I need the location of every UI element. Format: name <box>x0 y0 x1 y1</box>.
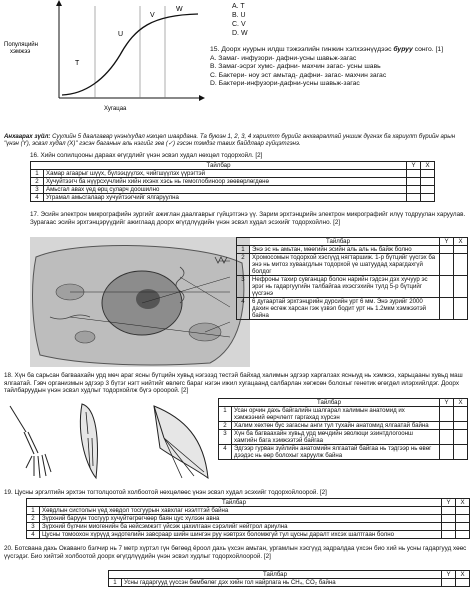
answer-no-cell[interactable] <box>421 194 435 202</box>
answer-no-cell[interactable] <box>454 276 468 298</box>
table-row: 1 Хөвдлын систолын үед хөвдол тосгуурын хавхлаг нээлттэй байна <box>27 507 470 515</box>
q18-header-yes: Y <box>440 399 454 407</box>
q15-stem: 15. Доорх нуурын илдш тэжээлийн гинжин хэлхээнүүдээс буруу сонго. [1] <box>210 46 444 53</box>
table-row: 1 Энэ эс нь амьтан, мөөгийн эсийн аль аль нь байж болно <box>237 246 468 254</box>
answer-no-cell[interactable] <box>456 523 470 531</box>
q19-header-row <box>27 499 470 507</box>
q14-option-b[interactable]: B. U <box>232 12 246 19</box>
table-row: 3 Нефроны тахир сувганцар болон нарийн гэдсэн дэх хучуур эс эрэг нь гадаргуугийн талбайгаа ихэсгэхийн тулд 5-р бүтцийг үүсгэнэ <box>237 276 468 298</box>
q14-option-d[interactable]: D. W <box>232 30 248 37</box>
q15-stem-emphasis: буруу <box>393 46 413 53</box>
q19-prompt: 19. Цусны эргэлтийн эрхтэн тогтолцоотой холбоотой нөхцөлөөс үнэн эсвэл худал эсэхийг тодорхойлоорой. [2] <box>4 489 327 496</box>
table-row: 2 Халим хөхтөн бус загасны анги тул тухайн анатомид ялгаатай байна <box>219 422 468 430</box>
q17-prompt: 17. Эсийн электрон микрографийн зургийг ажиглан даалгаврыг гүйцэтгэнэ үү. Зарим эрхтэнцрийн электрон микрографийг илүү тодруулан харуулав. Зурагаас эсийн эрхтэнцэрүүдийг ажиглаад доорх өгүгдлүүдийн үнэн эсвэл худал эсэхийг тодорхойлно. [2] <box>30 211 466 226</box>
q17-header-row <box>237 238 468 246</box>
q19-table <box>26 498 470 539</box>
q18-prompt: 18. Хүн ба сарьсан багваахайн урд мөч араг ясны бүтцийн хувьд нэгэзэд тестэй байхад халимын эдгээр харгалзах ясныуд нь хэмжээ, харьцааны хувьд маш ялгаатай. Гэвч организмын эдгээр 3 бүтэг нэгт нийтийг өвлөгс бараг нэгэн ижил хугацаанд салбарлан хөгжсөн болохыг генетик өгөгдөл илэрхийлдэг. Доорх тайлбаруудын үнэн эсвэл худлыг тодорхойлж бүгэ ороорой. [2] <box>4 372 463 395</box>
q20-header-row <box>109 571 470 579</box>
q17-header-yes: Y <box>440 238 454 246</box>
q15-option-d[interactable]: D. Бактери-инфузори-дафни-усны шавьж-загас <box>210 80 360 88</box>
answer-no-cell[interactable] <box>421 186 435 194</box>
answer-yes-cell[interactable] <box>442 531 456 539</box>
q16-header-row <box>31 162 435 170</box>
table-row: 2 Зүрхний баруун тосгуур хучуйтөгрөгчөөр баян цус хүлээн авна <box>27 515 470 523</box>
answer-no-cell[interactable] <box>456 579 470 587</box>
answer-no-cell[interactable] <box>456 531 470 539</box>
table-row: 1 Хамар агаарыг шүүх, бүлээцүүлэх, чийгшүүлэх үүрэгтэй <box>31 170 435 178</box>
stage-label-u: U <box>118 31 124 38</box>
y-label-1: Популяцийн <box>4 42 38 48</box>
q14-option-a[interactable]: A. T <box>232 3 245 10</box>
answer-no-cell[interactable] <box>454 422 468 430</box>
table-row: 2 Хучуйтээгч ба нүүрсхүчлийн хийн ихэнх хэсь нь гемоглобиноор зөөвөрлөгдөнө <box>31 178 435 186</box>
q19-header-label: Тайлбар <box>27 499 442 507</box>
bat-wing-skeleton <box>154 406 208 478</box>
q15-option-a[interactable]: A. Замаг- инфузори- дафни-усны шавьж-загас <box>210 54 357 62</box>
answer-yes-cell[interactable] <box>440 407 454 422</box>
answer-yes-cell[interactable] <box>407 170 421 178</box>
table-row: 3 Хүн ба багваахайн хувьд урд мөчдийн эволюци эзинтдлогоонш хамгийн бага хэмжээтэй байгаа <box>219 430 468 445</box>
q20-table <box>108 570 470 587</box>
stage-label-t: T <box>75 60 80 67</box>
answer-yes-cell[interactable] <box>440 254 454 276</box>
answer-yes-cell[interactable] <box>442 507 456 515</box>
y-axis-arrow <box>56 0 62 6</box>
q16-header-yes: Y <box>407 162 421 170</box>
q14-option-c[interactable]: C. V <box>232 21 246 28</box>
q16-header-no: X <box>421 162 435 170</box>
q17-header-no: X <box>454 238 468 246</box>
q18-header-row <box>219 399 468 407</box>
answer-no-cell[interactable] <box>454 430 468 445</box>
mitochondrion <box>75 331 95 343</box>
instructions-lead: Анхаарах зүйл: <box>4 133 51 140</box>
q19-header-yes: Y <box>442 499 456 507</box>
table-row: 4 Эдгээр гурван зүйлийн анатомийн ялгаатай байгаа нь тэдгээр нь өвөг дээдэс нь өөр болохыг харуулж байна <box>219 445 468 460</box>
answer-yes-cell[interactable] <box>440 246 454 254</box>
q18-header-no: X <box>454 399 468 407</box>
q20-header-label: Тайлбар <box>109 571 442 579</box>
answer-yes-cell[interactable] <box>442 515 456 523</box>
q19-header-no: X <box>456 499 470 507</box>
table-row: 3 Зүрхний бүлчин миогенийн ба нейсэмжэгт үйсэж цахилгаан сэрэлийг нейтрол ариулна <box>27 523 470 531</box>
q14-options <box>232 2 248 38</box>
q15-option-c[interactable]: C. Бактери- ноу эст амьтад- дафни- загас- махчин загас <box>210 71 387 79</box>
answer-yes-cell[interactable] <box>440 422 454 430</box>
answer-yes-cell[interactable] <box>440 276 454 298</box>
forelimb-skeletons <box>4 398 212 484</box>
answer-no-cell[interactable] <box>454 254 468 276</box>
cell-micrograph <box>30 237 250 367</box>
table-row: 4 6 дугаартай эрхтэнцрийн дурсийн урт 6 мм. Энэ зурийг 2000 дахин өсгөж харсан гэж үзвэл бодит урт нь 1.2мкм хэмжээтэй байна <box>237 298 468 320</box>
q16-prompt: 16. Хийн солилцооны дараах өгүгдлийг үнэн эсвэл худал нөхцөл тодорхойл. [2] <box>30 152 263 159</box>
q17-table <box>236 237 468 320</box>
answer-no-cell[interactable] <box>454 407 468 422</box>
answer-yes-cell[interactable] <box>407 178 421 186</box>
answer-no-cell[interactable] <box>454 298 468 320</box>
population-growth-graph <box>0 0 215 120</box>
table-row: 1 Усан орчин дахь байгалийн шалгарал халимын анатомид их хэмжээний өөрчлөлт гаргахад хүрсэн <box>219 407 468 422</box>
answer-yes-cell[interactable] <box>440 445 454 460</box>
human-arm-skeleton <box>10 406 51 478</box>
answer-no-cell[interactable] <box>456 515 470 523</box>
q20-prompt: 20. Ботсвана дахь Окаванго бэлчир нь 7 метр хүртэл гүн бөгөөд ёроол дахь үхсэн амьтан, ургамлын хэсгүүд задралдаа үхсэн био хий нь усны гадаргууд хөөс үүсгэдэг. Био хийтэй холбоотой доорх өгүгдлүүдийн үнэн эсвэл худлыг тодорхойлоорой. [2] <box>4 545 467 560</box>
answer-yes-cell[interactable] <box>442 523 456 531</box>
x-axis-arrow <box>199 95 205 101</box>
table-row: 4 Цусны томоохон хүрүүд эндотелийн завсраар шийн шингэн руу нэвтрэх боломжгүй тул цусны даралт ихсэх шалтгаан болно <box>27 531 470 539</box>
answer-no-cell[interactable] <box>454 246 468 254</box>
answer-yes-cell[interactable] <box>440 430 454 445</box>
q15-option-b[interactable]: B. Замаг-эсрэг хумс- дафни- махчин загас- усны шавь <box>210 63 381 71</box>
answer-no-cell[interactable] <box>421 178 435 186</box>
stage-label-w: W <box>176 6 183 13</box>
q15-block <box>210 46 468 89</box>
q17-header-label: Тайлбар <box>237 238 440 246</box>
answer-no-cell[interactable] <box>421 170 435 178</box>
q18-table <box>218 398 468 460</box>
q16-header-label: Тайлбар <box>31 162 407 170</box>
table-row: 3 Амьсгал авах үед өрц суларч доошилно <box>31 186 435 194</box>
answer-yes-cell[interactable] <box>442 579 456 587</box>
whale-flipper-skeleton <box>80 404 97 478</box>
answer-yes-cell[interactable] <box>407 186 421 194</box>
q20-header-yes: Y <box>442 571 456 579</box>
stage-label-v: V <box>150 12 155 19</box>
growth-curve <box>62 14 198 95</box>
table-row: 4 Уграмал амьсгалаар хучуйтээгчийг ялгаруулна <box>31 194 435 202</box>
instructions-text: Суулийн 5 даалгавар үнэн/худал нэхцөл шаардана. Та буюэн 1, 2, 3, 4 харилтт бүрийг анхааралтай уншиж дүгнэх ба хариулт бүрийн арын "үнэн (Y), эсвэл худал (X)" гэсэн баганын аль нэгийг зев (✓) гэсэн тэмдэг тавих байдлаар гүйцэтгэнэ. <box>4 133 456 148</box>
x-label: Хугацаа <box>104 106 127 112</box>
q20-header-no: X <box>456 571 470 579</box>
answer-no-cell[interactable] <box>454 445 468 460</box>
instructions <box>4 133 470 148</box>
answer-no-cell[interactable] <box>456 507 470 515</box>
q16-table <box>30 161 435 202</box>
y-label-2: хэмжээ <box>10 49 31 55</box>
q18-header-label: Тайлбар <box>219 399 440 407</box>
table-row: 1 Усны гадаргууд үүссэн бөмбөлөг дэх хийн гол найрлага нь CH₄, CO₂ байна <box>109 579 470 587</box>
answer-yes-cell[interactable] <box>407 194 421 202</box>
table-row: 2 Хромосомын тодорхой хэсгүүд нягтаршиж. 1-р бүтцийг үүсгэх ба энэ нь митоз хуваагдлын тодорхой үе шатуудад харагдахгүй болдог <box>237 254 468 276</box>
answer-yes-cell[interactable] <box>440 298 454 320</box>
